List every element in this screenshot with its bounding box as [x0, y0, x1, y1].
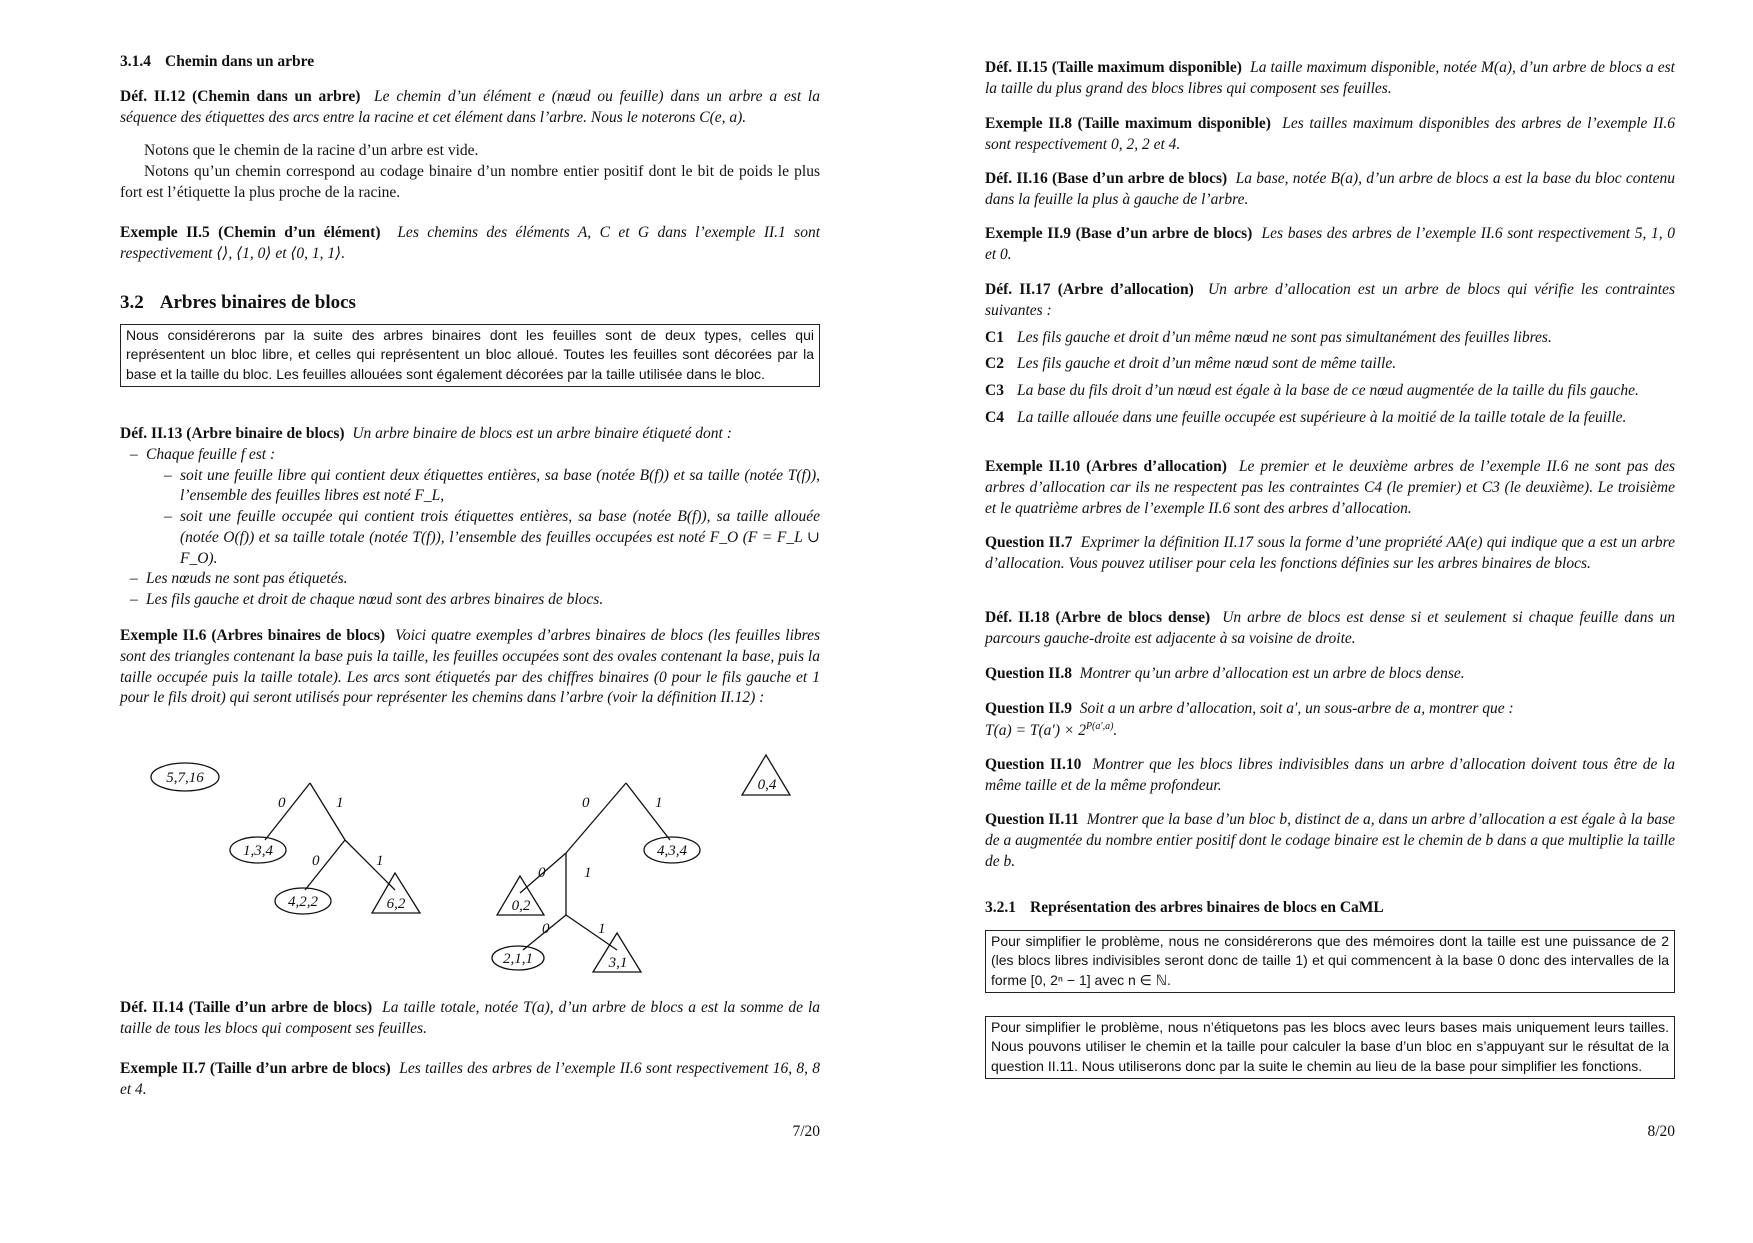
tree2-rl-label: 4,2,2: [288, 894, 318, 910]
edge-label: 1: [598, 921, 606, 937]
section-heading-3-2: [120, 290, 820, 315]
definition-text: Un arbre binaire de blocs est un arbre binaire étiqueté dont :: [352, 425, 732, 442]
formula-text: T(a) = T(a′) × 2: [985, 721, 1086, 739]
question-text: Montrer que la base d’un bloc b, distinct de a, dans un arbre d’allocation a est égale à la base de a augmentée du nombre entier positif dont le codage binaire est le chemin de b dans a que multiplie la taille de b.: [985, 811, 1676, 870]
definition-text: La base, notée B(a), d’un arbre de blocs a est la base du bloc contenu dans la feuille la plus à gauche de l’arbre.: [985, 170, 1675, 208]
subsection-heading-3-1-4: [120, 52, 820, 73]
example-label: Exemple II.6 (Arbres binaires de blocs): [120, 627, 386, 644]
definition-II-17: [985, 280, 1675, 429]
definition-text: La taille maximum disponible, notée M(a), d’un arbre de blocs a est la taille du plus grand des blocs libres qui composent ses feuilles.: [985, 59, 1675, 97]
list-item: [180, 466, 820, 508]
tree3-lrr-label: 3,1: [608, 955, 628, 971]
example-label: Exemple II.7 (Taille d’un arbre de blocs): [120, 1060, 391, 1077]
example-label: Exemple II.8 (Taille maximum disponible): [985, 115, 1271, 132]
edge-label: 0: [538, 865, 546, 881]
list-item-text: soit une feuille libre qui contient deux étiquettes entières, sa base (notée B(f)) et sa taille (notée T(f)), l’ensemble des feuilles libres est noté F_L,: [180, 466, 820, 505]
list-item: [146, 445, 820, 570]
question-label: Question II.11: [985, 811, 1079, 828]
example-II-9: [985, 224, 1675, 266]
definition-text: Le chemin d’un élément e (nœud ou feuille) dans un arbre a est la séquence des étiquettes des arcs entre la racine et cet élément dans l’arbre. Nous le noterons C(e, a).: [120, 88, 820, 126]
tree3-r-label: 4,3,4: [657, 843, 687, 859]
example-text: Les chemins des éléments A, C et G dans l’exemple II.1 sont respectivement ⟨⟩, ⟨1, 0⟩ et ⟨0, 1, 1⟩.: [120, 224, 820, 262]
constraint-label: C4: [985, 408, 1004, 426]
constraint-text: Les fils gauche et droit d’un même nœud sont de même taille.: [1017, 355, 1397, 373]
example-II-8: [985, 114, 1675, 156]
tree3-lrl-label: 2,1,1: [503, 951, 533, 967]
tree2-edge: [305, 840, 345, 890]
tree2-rr-label: 6,2: [386, 896, 406, 912]
example-label: Exemple II.5 (Chemin d’un élément): [120, 224, 381, 241]
example-II-6: [120, 626, 820, 709]
page-number: 8/20: [1647, 1123, 1675, 1140]
question-label: Question II.9: [985, 700, 1072, 717]
framed-remark-text: Nous considérerons par la suite des arbres binaires dont les feuilles sont de deux types, celles qui représentent un bloc libre, et celles qui représentent un bloc alloué. Toutes les feuilles sont décorées par la base et la taille du bloc. Les feuilles allouées sont également décorées par la taille utilisée dans le bloc.: [126, 327, 814, 382]
example-II-7: [120, 1059, 820, 1101]
framed-remark-path-labels: [985, 1016, 1675, 1079]
question-II-9: [985, 699, 1675, 742]
edge-label: 0: [542, 921, 550, 937]
definition-text: Un arbre d’allocation est un arbre de blocs qui vérifie les contraintes suivantes :: [985, 281, 1675, 319]
tree4-root-label: 0,4: [757, 777, 777, 793]
example-text: Les bases des arbres de l’exemple II.6 sont respectivement 5, 1, 0 et 0.: [985, 225, 1675, 263]
example-text: Voici quatre exemples d’arbres binaires de blocs (les feuilles libres sont des triangles contenant la base puis la taille, les feuilles occupées sont des ovales contenant la base, puis la taille occupée puis la taille totale). Les arcs sont étiquetés par des chiffres binaires (0 pour le fils gauche et 1 pour le fils droit) qui seront utilisés pour représenter les chemins dans l’arbre (voir la définition II.12) :: [120, 627, 821, 707]
subsection-title: Représentation des arbres binaires de blocs en CaML: [1030, 899, 1384, 916]
definition-II-15: [985, 58, 1675, 100]
example-text: Les tailles maximum disponibles des arbres de l’exemple II.6 sont respectivement 0, 2, 2 et 4.: [985, 115, 1675, 153]
example-text: Les tailles des arbres de l’exemple II.6 sont respectivement 16, 8, 8 et 4.: [120, 1060, 821, 1098]
note-text: Notons qu’un chemin correspond au codage binaire d’un nombre entier positif dont le bit de poids le plus fort est l’étiquette la plus proche de la racine.: [120, 163, 820, 201]
example-II-5: [120, 223, 820, 265]
subsection-heading-3-2-1: [985, 898, 1675, 919]
subsection-number: 3.2.1: [985, 899, 1016, 916]
constraint-text: La base du fils droit d’un nœud est égale à la base de ce nœud augmentée de la taille du fils gauche.: [1017, 382, 1639, 400]
definition-text: Un arbre de blocs est dense si et seulement si chaque feuille dans un parcours gauche-droite est adjacente à sa voisine de droite.: [985, 609, 1676, 647]
question-II-8: [985, 664, 1675, 685]
question-label: Question II.10: [985, 756, 1082, 773]
example-label: Exemple II.9 (Base d’un arbre de blocs): [985, 225, 1253, 242]
page-number: 7/20: [792, 1123, 820, 1140]
question-text: Montrer qu’un arbre d’allocation est un arbre de blocs dense.: [1079, 665, 1465, 682]
definition-II-18: [985, 608, 1675, 650]
framed-remark-memory-size: [985, 930, 1675, 993]
edge-label: 0: [582, 795, 590, 811]
block-trees-diagram: [140, 745, 820, 975]
question-II-7: [985, 533, 1675, 575]
question-II-10: [985, 755, 1675, 797]
list-item: [146, 569, 820, 590]
definition-label: Déf. II.17 (Arbre d’allocation): [985, 281, 1194, 298]
definition-II-13: [120, 424, 820, 611]
constraint-text: Les fils gauche et droit d’un même nœud ne sont pas simultanément des feuilles libres.: [1017, 328, 1552, 346]
question-formula: $T(a) = T(a') \times 2^{P(a',a)}$.: [985, 720, 1118, 739]
edge-label: 1: [376, 853, 384, 869]
definition-label: Déf. II.15 (Taille maximum disponible): [985, 59, 1242, 76]
question-text: Exprimer la définition II.17 sous la forme d’une propriété AA(e) qui indique que a est un arbre d’allocation. Vous pouvez utiliser pour cela les fonctions définies sur les arbres binaires de blocs.: [985, 534, 1676, 572]
constraint-label: C2: [985, 355, 1004, 373]
example-II-10: [985, 457, 1675, 519]
framed-remark-text: Pour simplifier le problème, nous n’étiquetons pas les blocs avec leurs bases mais uniquement leurs tailles. Nous pouvons utiliser le chemin et la taille pour calculer la base d’un bloc en s’appuyant sur le résultat de la question II.11. Nous utiliserons donc par la suite le chemin au lieu de la base pour simplifier les fonctions.: [991, 1019, 1669, 1074]
list-item-text: Les nœuds ne sont pas étiquetés.: [146, 570, 348, 588]
definition-label: Déf. II.16 (Base d’un arbre de blocs): [985, 170, 1228, 187]
list-item: [180, 507, 820, 569]
edge-label: 0: [312, 853, 320, 869]
question-II-11: [985, 810, 1675, 872]
right-page: [985, 0, 1675, 1243]
nested-list: [146, 466, 820, 570]
formula-exponent: P(a′,a): [1085, 720, 1114, 732]
list-item-text: Les fils gauche et droit de chaque nœud sont des arbres binaires de blocs.: [146, 591, 604, 609]
question-text: Soit a un arbre d’allocation, soit a′, un sous-arbre de a, montrer que :: [1079, 700, 1514, 717]
tree1-root-label: 5,7,16: [166, 770, 204, 786]
tree2-edge: [345, 840, 395, 890]
framed-remark-block-types: [120, 324, 820, 387]
definition-label: Déf. II.12 (Chemin dans un arbre): [120, 88, 361, 105]
tree3-edge: [626, 783, 670, 840]
tree3-ll-label: 0,2: [511, 898, 531, 914]
subsection-title: Chemin dans un arbre: [165, 53, 315, 70]
list-item-text: soit une feuille occupée qui contient trois étiquettes entières, sa base (notée B(f)), sa taille allouée (notée O(f)) et sa taille totale (notée T(f)), l’ensemble des feuilles occupées est noté F_O (F = F_L ∪ F_O).: [180, 508, 820, 567]
constraint-C1: [985, 328, 1675, 349]
question-label: Question II.7: [985, 534, 1073, 551]
section-number: 3.2: [120, 292, 144, 313]
example-text: Le premier et le deuxième arbres de l’exemple II.6 ne sont pas des arbres d’allocation car ils ne respectent pas les contraintes C4 (le premier) et C3 (le deuxième). Le troisième et le quatrième arbres de l’exemple II.6 sont des arbres d’allocation.: [985, 458, 1675, 517]
constraint-text: La taille allouée dans une feuille occupée est supérieure à la moitié de la taille totale de la feuille.: [1017, 408, 1627, 426]
tree2-edge: [310, 783, 345, 840]
tree2-edge: [265, 783, 310, 840]
edge-label: 0: [278, 795, 286, 811]
edge-label: 1: [655, 795, 663, 811]
question-text: Montrer que les blocs libres indivisibles dans un arbre d’allocation doivent tous être de la même taille et de la même profondeur.: [985, 756, 1675, 794]
definition-text: La taille totale, notée T(a), d’un arbre de blocs a est la somme de la taille de tous les blocs qui composent ses feuilles.: [120, 999, 821, 1037]
definition-list: [120, 445, 820, 611]
definition-II-14: [120, 998, 820, 1040]
list-item: [146, 590, 820, 611]
edge-label: 1: [336, 795, 344, 811]
tree2-left-label: 1,3,4: [243, 843, 273, 859]
list-item-text: Chaque feuille f est :: [146, 445, 276, 463]
constraint-C3: [985, 381, 1675, 402]
constraint-C2: [985, 354, 1675, 375]
constraint-label: C3: [985, 382, 1004, 400]
definition-II-16: [985, 169, 1675, 211]
definition-II-12: [120, 87, 820, 129]
definition-label: Déf. II.14 (Taille d’un arbre de blocs): [120, 999, 373, 1016]
tree3-edge: [566, 783, 626, 853]
constraint-C4: [985, 408, 1675, 429]
edge-label: 1: [584, 865, 592, 881]
section-title: Arbres binaires de blocs: [159, 292, 356, 313]
question-label: Question II.8: [985, 665, 1072, 682]
constraint-label: C1: [985, 328, 1004, 346]
note-text: Notons que le chemin de la racine d’un arbre est vide.: [144, 142, 479, 159]
definition-label: Déf. II.13 (Arbre binaire de blocs): [120, 425, 345, 442]
left-page: [120, 0, 820, 1243]
framed-remark-text: Pour simplifier le problème, nous ne considérerons que des mémoires dont la taille est une puissance de 2 (les blocs libres indivisibles seront donc de taille 1) et qui commencent à la base 0 donc des intervalles de la forme [0, 2ⁿ − 1] avec n ∈ ℕ.: [991, 933, 1669, 988]
definition-label: Déf. II.18 (Arbre de blocs dense): [985, 609, 1211, 626]
note-binary-path: [120, 162, 820, 204]
note-empty-path: [120, 141, 820, 162]
example-label: Exemple II.10 (Arbres d’allocation): [985, 458, 1227, 475]
subsection-number: 3.1.4: [120, 53, 151, 70]
